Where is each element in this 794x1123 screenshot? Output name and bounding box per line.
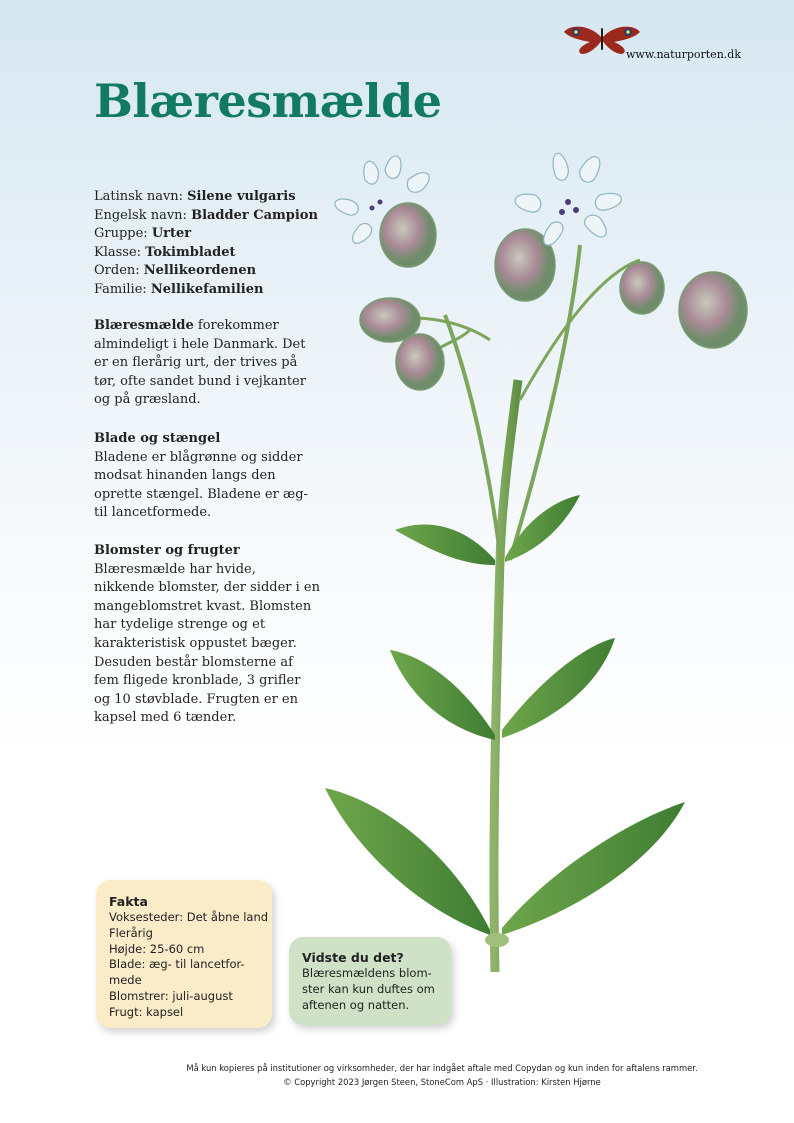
intro-text: forekommer almindeligt i hele Danmark. Det er en flerårig urt, der trives på tør, ofte sandet bund i vejkanter og på græsland. <box>94 318 306 408</box>
site-url[interactable]: www.naturporten.dk <box>626 48 741 61</box>
taxonomy-order: Orden: Nellikeordenen <box>94 263 257 279</box>
fakta-line: mede <box>109 973 142 988</box>
page-title: Blæresmælde <box>94 74 442 128</box>
fakta-line: Frugt: kapsel <box>109 1004 184 1019</box>
did-you-know-title: Vidste du det? <box>302 950 404 965</box>
did-you-know-line: Blæresmældens blom- <box>302 966 432 980</box>
leaves-section <box>94 430 320 523</box>
flowers-heading: Blomster og frugter <box>94 543 240 558</box>
fakta-line: Voksesteder: Det åbne land <box>109 910 269 924</box>
taxonomy-latin: Latinsk navn: Silene vulgaris <box>94 189 296 204</box>
fakta-line: Højde: 25-60 cm <box>109 941 205 956</box>
taxonomy-english: Engelsk navn: Bladder Campion <box>94 207 318 223</box>
leaves-heading: Blade og stængel <box>94 431 221 446</box>
flowers-section <box>94 542 320 728</box>
taxonomy-family: Familie: Nellikefamilien <box>94 281 264 297</box>
plant-illustration <box>310 140 770 980</box>
fakta-box <box>96 880 272 1028</box>
fakta-line: Flerårig <box>109 925 153 940</box>
intro-bold: Blæresmælde <box>94 318 194 333</box>
did-you-know-line: aftenen og natten. <box>302 997 410 1012</box>
taxonomy-group: Gruppe: Urter <box>94 226 192 242</box>
fakta-line: Blomstrer: juli-august <box>109 988 233 1003</box>
footer <box>100 1061 784 1089</box>
did-you-know-box <box>289 937 451 1025</box>
fakta-title: Fakta <box>109 894 148 909</box>
fakta-line: Blade: æg- til lancetfor- <box>109 957 245 972</box>
leaves-text: Bladene er blågrønne og sidder modsat hinanden langs den oprette stængel. Bladene er æg- til lancetformede. <box>94 449 308 521</box>
taxonomy-class: Klasse: Tokimbladet <box>94 244 236 260</box>
taxonomy-list <box>94 188 334 300</box>
flowers-text: Blæresmælde har hvide, nikkende blomster, der sidder i en mangeblomstret kvast. Blomsten har tydelige strenge og et karakteristisk oppustet bæger. Desuden består blomsterne af fem fligede kronblade, 3 grifler og 10 støvblade. Frugten er en kapsel med 6 tænder. <box>94 561 321 726</box>
did-you-know-line: ster kan kun duftes om <box>302 981 435 996</box>
intro-paragraph <box>94 317 320 410</box>
footer-copyright: © Copyright 2023 Jørgen Steen, StoneCom ApS · Illustration: Kirsten Hjørne <box>283 1077 601 1087</box>
footer-license: Må kun kopieres på institutioner og virksomheder, der har indgået aftale med Copydan og kun inden for aftalens rammer. <box>186 1063 698 1073</box>
